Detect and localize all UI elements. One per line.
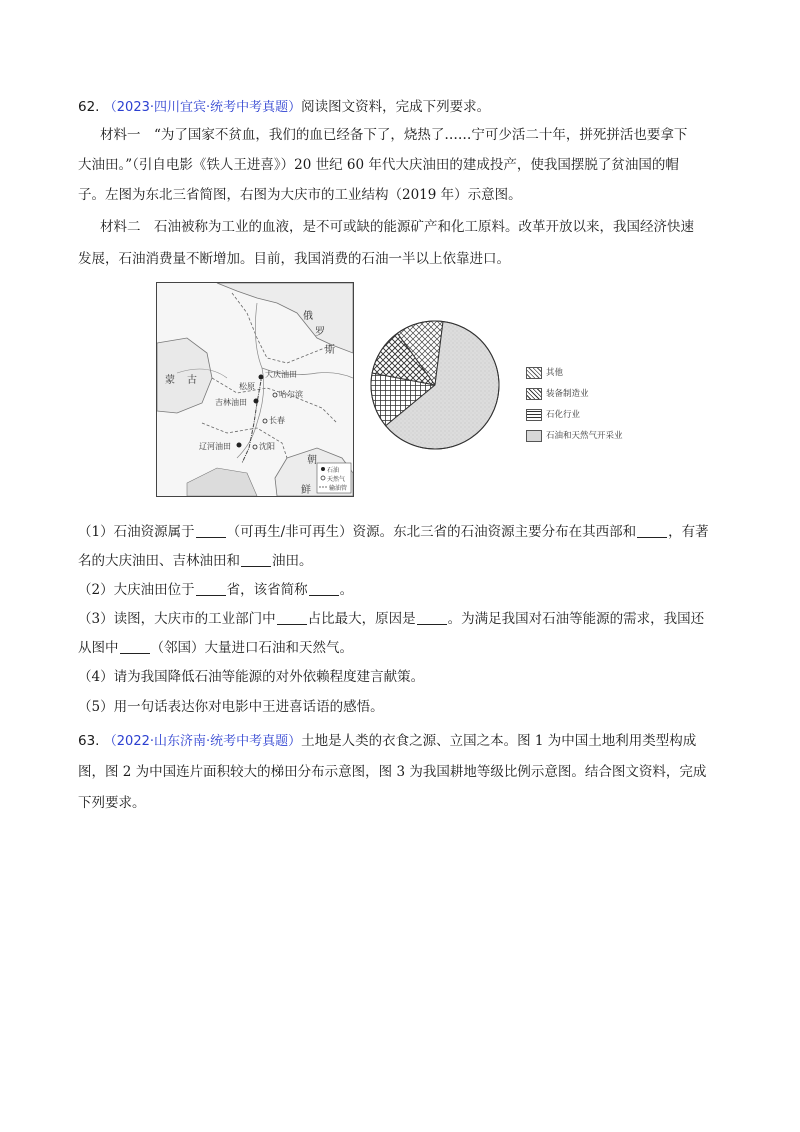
subq-5: （5）用一句话表达你对电影中王进喜话语的感悟。: [78, 699, 384, 715]
subq-3-line2: [78, 638, 718, 658]
answer-blank[interactable]: [196, 523, 226, 538]
figure-area: [156, 282, 676, 497]
industry-pie-chart: [368, 318, 502, 452]
answer-blank[interactable]: [241, 552, 271, 567]
map-legend-pipeline: 输油管: [329, 485, 348, 492]
q63-line1: [78, 731, 718, 752]
material2-line2: 发展，石油消费量不断增加。目前，我国消费的石油一半以上依靠进口。: [78, 251, 510, 267]
map-label-russia-2: 罗: [315, 327, 325, 338]
subq-2-text-a: （2）大庆油田位于: [78, 582, 195, 598]
map-label-mongolia-1: 蒙: [165, 375, 175, 386]
map-label-changchun: 长春: [269, 416, 285, 425]
q62-source: （2023·四川宜宾·统考中考真题）: [103, 100, 302, 115]
subq-2: [78, 580, 718, 600]
subq-3-text-a: （3）读图，大庆市的工业部门中: [78, 611, 276, 627]
answer-blank[interactable]: [196, 581, 226, 596]
subq-1-text-b: （可再生/非可再生）资源。东北三省的石油资源主要分布在其西部和: [226, 524, 637, 540]
legend-label: 其他: [546, 368, 564, 378]
subq-3-text-d: 从图中: [78, 640, 119, 656]
answer-blank[interactable]: [120, 639, 150, 654]
subq-1-text-d: 名的大庆油田、吉林油田和: [78, 553, 240, 569]
legend-swatch: [526, 409, 542, 421]
subq-2-text-b: 省，该省简称: [226, 582, 308, 598]
legend-swatch: [526, 388, 542, 400]
q62-number: 62.: [78, 99, 100, 115]
subq-1-line1: [78, 522, 718, 542]
subq-1-line2: [78, 551, 718, 571]
answer-blank[interactable]: [637, 523, 667, 538]
map-drawing: [157, 283, 353, 496]
q63-source: （2022·山东济南·统考中考真题）: [103, 734, 302, 749]
material1-line2: 大油田。”（引自电影《铁人王进喜》）20 世纪 60 年代大庆油田的建成投产，使我国摆脱了贫油国的帽: [78, 157, 679, 173]
answer-blank[interactable]: [277, 610, 307, 625]
legend-label: 石油和天然气开采业: [546, 431, 623, 441]
map-label-harbin: 哈尔滨: [279, 390, 303, 399]
q63-text-1: 土地是人类的衣食之源、立国之本。图 1 为中国土地利用类型构成: [301, 733, 697, 749]
material1-line3: 子。左图为东北三省简图，右图为大庆市的工业结构（2019 年）示意图。: [78, 187, 522, 203]
map-label-mongolia-2: 古: [187, 375, 197, 386]
subq-4: （4）请为我国降低石油等能源的对外依赖程度建言献策。: [78, 669, 425, 685]
map-label-korea-1: 朝: [307, 455, 317, 466]
answer-blank[interactable]: [309, 581, 339, 596]
answer-blank[interactable]: [417, 610, 447, 625]
q63-number: 63.: [78, 733, 100, 749]
subq-3-text-c: 。为满足我国对石油等能源的需求，我国还: [447, 611, 705, 627]
subq-1-text-e: 油田。: [272, 553, 313, 569]
subq-1-text-a: （1）石油资源属于: [78, 524, 195, 540]
map-label-daqing: 大庆油田: [265, 370, 297, 379]
map-label-russia-1: 俄: [303, 311, 313, 322]
material2-line1: 材料二 石油被称为工业的血液，是不可或缺的能源矿产和化工原料。改革开放以来，我国经济快速: [100, 219, 694, 235]
map-legend-gas: 天然气: [327, 476, 346, 483]
legend-swatch: [526, 430, 542, 442]
subq-3-line1: [78, 609, 718, 629]
q63-line2: 图，图 2 为中国连片面积较大的梯田分布示意图，图 3 为我国耕地等级比例示意图。结合图文资料，完成: [78, 764, 707, 780]
map-label-jilin-oilfield: 吉林油田: [215, 398, 247, 407]
subq-1-text-c: ，有著: [668, 524, 709, 540]
map-label-korea-2: 鲜: [301, 485, 311, 496]
legend-label: 石化行业: [546, 410, 581, 420]
legend-label: 装备制造业: [546, 389, 589, 399]
map-label-russia-3: 斯: [325, 345, 335, 356]
map-label-shenyang: 沈阳: [259, 442, 275, 451]
map-label-liaohe: 辽河油田: [199, 442, 231, 451]
subq-3-text-e: （邻国）大量进口石油和天然气。: [150, 640, 353, 656]
q63-line3: 下列要求。: [78, 795, 146, 811]
subq-3-text-b: 占比最大，原因是: [307, 611, 416, 627]
material1-line1: 材料一 “为了国家不贫血，我们的血已经备下了，烧热了……宁可少活二十年，拼死拼活也要拿下: [100, 127, 688, 143]
map-legend-oil: 石油: [327, 467, 340, 474]
map-label-songyuan: 松原: [239, 382, 255, 391]
northeast-map: [156, 282, 354, 497]
subq-2-text-c: 。: [339, 582, 354, 598]
q62-intro: 阅读图文资料，完成下列要求。: [301, 99, 491, 115]
q62-header: [78, 97, 718, 118]
legend-swatch: [526, 367, 542, 379]
pie-svg: [368, 318, 502, 452]
